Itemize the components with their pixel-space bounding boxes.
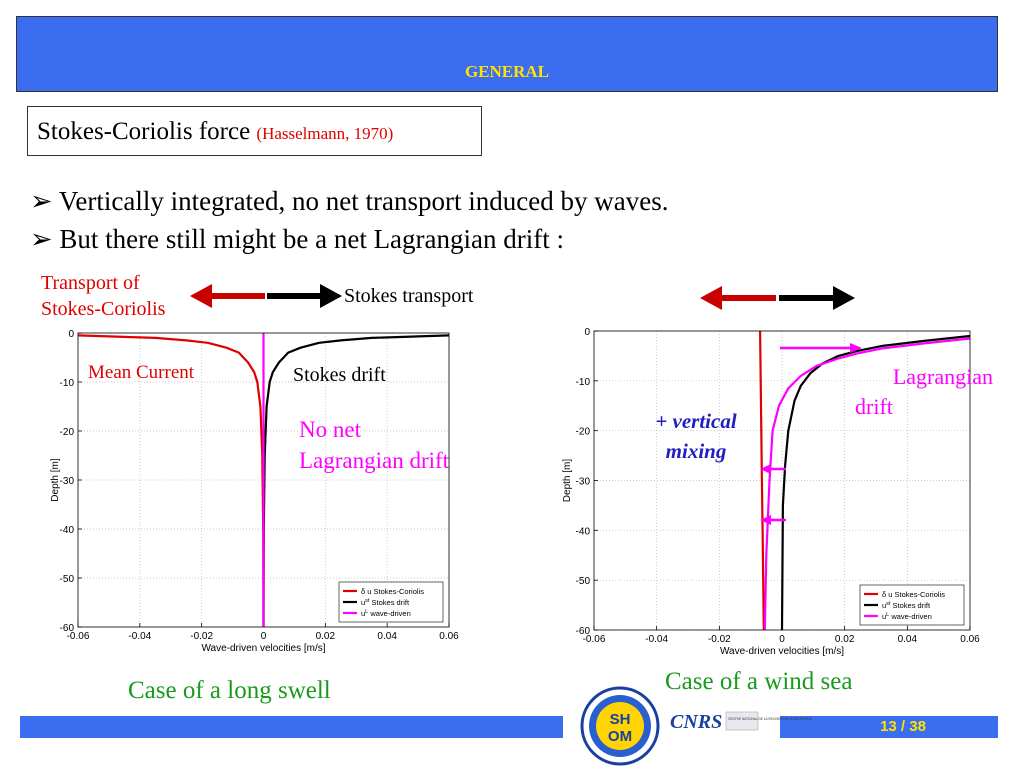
x-tick-label: 0 (260, 631, 267, 642)
x-tick-label: 0.02 (834, 634, 855, 645)
x-tick-label: -0.06 (582, 634, 606, 645)
y-tick-label: 0 (68, 329, 74, 340)
caption-wind-sea: Case of a wind sea (665, 668, 853, 695)
legend-entry-3: $u^L$ wave-driven (882, 612, 932, 621)
legend-entry-3: $u^L$ wave-driven (361, 609, 411, 618)
x-tick-label: -0.02 (707, 634, 731, 645)
annotation-lagrangian-line2: drift (855, 394, 893, 419)
bullet-marker: ➢ (30, 186, 53, 216)
y-tick-label: -20 (575, 426, 590, 438)
y-tick-label: -40 (59, 525, 74, 536)
y-tick-label: -50 (575, 576, 590, 588)
annotation-no-net-line2: Lagrangian drift (299, 448, 450, 473)
annotation-transport-of (41, 270, 165, 322)
annotation-no-net-drift (299, 414, 449, 476)
y-tick-label: -40 (575, 526, 590, 538)
legend (860, 585, 964, 625)
bullet-1-text: Vertically integrated, no net transport induced by waves. (58, 186, 669, 216)
legend-entry-2: $u^{st}$ Stokes drift (361, 598, 410, 607)
annotation-no-net-line1: No net (299, 417, 361, 442)
y-axis-label: Depth [m] (50, 458, 61, 502)
caption-long-swell: Case of a long swell (128, 677, 331, 704)
annotation-lagrangian-line1: Lagrangian (892, 364, 993, 389)
cnrs-logo-caption: CENTRE NATIONAL DE LA RECHERCHE SCIENTIFIQUE (728, 717, 812, 721)
y-tick-label: -10 (575, 376, 590, 388)
y-tick-label: -50 (59, 574, 74, 585)
y-tick-label: -30 (59, 476, 74, 487)
annotation-stokes-transport: Stokes transport (344, 285, 474, 307)
annotation-vertical-line1: + vertical (655, 409, 737, 433)
legend-entry-2: $u^{st}$ Stokes drift (882, 601, 931, 610)
legend (339, 582, 443, 622)
cnrs-logo (668, 700, 812, 740)
y-tick-label: -60 (575, 626, 590, 637)
annotation-vertical-line2: mixing (665, 439, 727, 463)
y-tick-label: -20 (59, 427, 74, 438)
annotation-stokes-drift: Stokes drift (293, 364, 386, 386)
y-tick-label: -10 (59, 378, 74, 389)
annotation-transport-line1: Transport of (41, 272, 140, 294)
annotation-mean-current: Mean Current (88, 362, 195, 383)
cnrs-logo-text: CNRS (670, 711, 723, 733)
y-axis-label: Depth [m] (562, 458, 573, 503)
transport-arrows-right (700, 286, 855, 310)
x-tick-label: 0.06 (960, 634, 980, 645)
legend-entry-1: δ u Stokes-Coriolis (361, 587, 424, 596)
footer-bar-left (20, 716, 563, 738)
section-title-text: Stokes-Coriolis force (37, 118, 251, 145)
footer-bar-right (780, 716, 998, 738)
bullet-2-text: But there still might be a net Lagrangian drift : (59, 224, 564, 254)
x-axis-label: Wave-driven velocities [m/s] (719, 646, 845, 657)
annotation-lagrangian-drift (853, 362, 993, 422)
annotation-transport-line2: Stokes-Coriolis (41, 298, 166, 320)
x-tick-label: 0.04 (897, 634, 918, 645)
shom-logo (580, 686, 660, 766)
section-reference: (Hasselmann, 1970) (256, 124, 394, 143)
x-tick-label: -0.04 (645, 634, 669, 645)
y-tick-label: -30 (575, 476, 590, 488)
x-tick-label: -0.04 (128, 631, 152, 642)
x-tick-label: -0.06 (66, 631, 90, 642)
x-tick-label: 0.02 (315, 631, 336, 642)
header-title: GENERAL (464, 62, 550, 81)
shom-logo-top: SH (609, 711, 631, 728)
y-tick-label: -60 (59, 623, 74, 634)
shom-logo-bottom: OM (607, 728, 633, 745)
x-tick-label: 0.04 (377, 631, 397, 642)
x-tick-label: -0.02 (190, 631, 214, 642)
x-tick-label: 0 (779, 634, 785, 645)
legend-entry-1: δ u Stokes-Coriolis (882, 590, 945, 599)
bullet-marker: ➢ (30, 224, 53, 254)
y-tick-label: 0 (584, 327, 590, 338)
annotation-vertical-mixing (640, 406, 752, 466)
page-number: 13 / 38 (880, 718, 926, 735)
x-axis-label: Wave-driven velocities [m/s] (201, 643, 326, 654)
transport-arrows-left (190, 284, 342, 308)
x-tick-label: 0.06 (439, 631, 459, 642)
